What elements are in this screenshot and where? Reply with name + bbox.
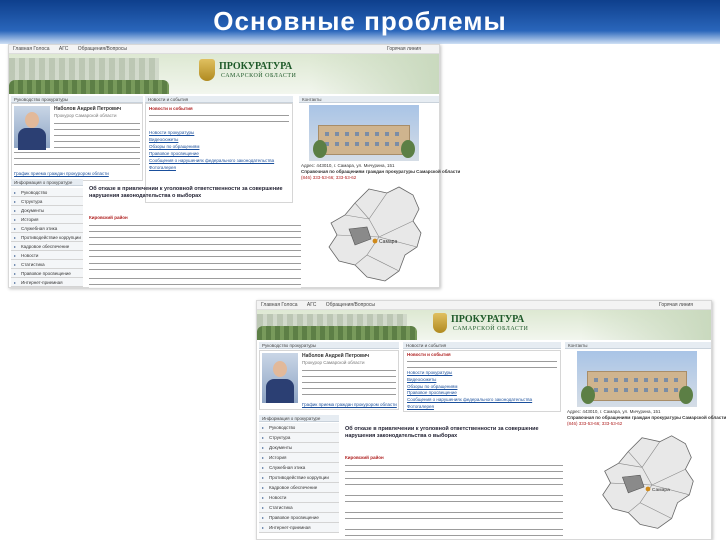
menu-item-statistics[interactable]: ▸ Статистика xyxy=(11,260,83,269)
leader-bio-text xyxy=(302,368,396,400)
news-lead-text xyxy=(149,113,289,127)
news-links-list xyxy=(407,370,559,411)
leader-bio-text xyxy=(54,121,140,148)
menu-item-documents[interactable]: ▸ Документы xyxy=(259,443,339,453)
menu-item-structure[interactable]: ▸ Структура xyxy=(11,197,83,206)
news-link-6[interactable]: Фотогалерея xyxy=(407,403,434,409)
leader-card xyxy=(259,350,399,410)
contact-phone[interactable]: (846) 333-53-66; 333-53-62 xyxy=(567,421,623,426)
samara-label: Самара xyxy=(379,239,398,245)
menu-item-ethics[interactable]: ▸ Служебная этика xyxy=(259,463,339,473)
menu-item-anticorruption[interactable]: ▸ Противодействие коррупции xyxy=(11,233,83,242)
logo-title[interactable]: ПРОКУРАТУРА xyxy=(219,61,293,72)
region-map-outline xyxy=(329,187,421,281)
side-menu xyxy=(11,188,83,287)
article-paragraph-2 xyxy=(345,476,563,490)
article-paragraph-3 xyxy=(89,261,301,273)
news-link-3[interactable]: Обзоры по обращениям xyxy=(407,383,458,389)
top-navigation xyxy=(9,45,439,54)
slide-title: Основные проблемы xyxy=(213,6,507,36)
news-link-2[interactable]: Видеосюжеты xyxy=(407,376,437,382)
article-paragraph-2 xyxy=(89,242,301,258)
prosecutor-photo xyxy=(14,106,50,148)
article-district: Кировский район xyxy=(345,455,384,460)
news-link-2[interactable]: Видеосюжеты xyxy=(149,137,179,142)
prosecutor-emblem-icon xyxy=(199,59,215,81)
news-panel xyxy=(403,350,561,412)
news-link-4[interactable]: Правовое просвещение xyxy=(407,390,457,396)
prosecutor-building-photo xyxy=(577,351,697,407)
leader-name[interactable]: Наболов Андрей Петрович xyxy=(302,353,370,359)
region-map-outline xyxy=(603,436,694,529)
menu-item-history[interactable]: ▸ История xyxy=(11,215,83,224)
nav-link-home[interactable]: Главная Голоса xyxy=(261,302,298,308)
section-header-news: Новости и события xyxy=(145,96,293,103)
news-link-5[interactable]: Сообщения о нарушениях федерального законодательства xyxy=(149,158,275,163)
menu-item-structure[interactable]: ▸ Структура xyxy=(259,433,339,443)
section-header-leader: Руководство прокуратуры xyxy=(11,96,143,103)
leader-position: Прокурор Самарской области xyxy=(302,360,365,365)
menu-item-legal-education[interactable]: ▸ Правовое просвещение xyxy=(11,269,83,278)
prosecutor-photo xyxy=(262,353,298,403)
menu-item-anticorruption[interactable]: ▸ Противодействие коррупции xyxy=(259,473,339,483)
menu-item-legal-education[interactable]: ▸ Правовое просвещение xyxy=(259,513,339,523)
slide-header xyxy=(0,0,720,44)
section-header-contacts: Контакты xyxy=(299,96,439,103)
menu-item-news[interactable]: ▸ Новости xyxy=(259,493,339,503)
side-menu xyxy=(259,423,339,533)
menu-header: Информация о прокуратуре xyxy=(11,179,83,186)
nav-link-hotline[interactable]: Горячая линия xyxy=(658,302,693,308)
region-map xyxy=(309,185,439,289)
site-banner xyxy=(257,310,711,340)
menu-item-staffing[interactable]: ▸ Кадровое обеспечение xyxy=(11,242,83,251)
nav-link-home[interactable]: Главная Голоса xyxy=(13,46,50,52)
logo-subtitle: САМАРСКОЙ ОБЛАСТИ xyxy=(453,326,529,332)
samara-marker xyxy=(373,239,378,244)
region-map xyxy=(583,433,711,537)
logo-subtitle: САМАРСКОЙ ОБЛАСТИ xyxy=(221,73,297,79)
nav-link-appeals[interactable]: Обращения/Вопросы xyxy=(77,46,128,52)
website-screenshot-redesign xyxy=(256,300,726,540)
menu-item-statistics[interactable]: ▸ Статистика xyxy=(259,503,339,513)
leader-name[interactable]: Наболов Андрей Петрович xyxy=(54,106,122,112)
nav-link-appeals[interactable]: Обращения/Вопросы xyxy=(325,302,376,308)
menu-item-leadership[interactable]: ▸ Руководство xyxy=(259,423,339,433)
leader-card xyxy=(11,103,143,181)
prosecutor-building-photo xyxy=(309,105,419,161)
menu-item-news[interactable]: ▸ Новости xyxy=(11,251,83,260)
menu-item-documents[interactable]: ▸ Документы xyxy=(11,206,83,215)
website-screenshot-original xyxy=(8,44,461,288)
article-paragraph-1 xyxy=(89,223,301,239)
samara-label: Самара xyxy=(651,487,670,493)
contact-phone[interactable]: (846) 333-53-66; 333-53-62 xyxy=(301,175,357,180)
news-heading: Новости и события xyxy=(149,106,193,111)
nav-link-ags[interactable]: АГС xyxy=(58,46,69,52)
article-title: Об отказе в привлечении к уголовной ответственности за совершение нарушения законодательства о выборах xyxy=(89,186,283,199)
nav-link-hotline[interactable]: Горячая линия xyxy=(386,46,421,52)
section-header-news: Новости и события xyxy=(403,342,561,349)
menu-item-staffing[interactable]: ▸ Кадровое обеспечение xyxy=(259,483,339,493)
article-paragraph-4 xyxy=(89,276,301,288)
logo-title[interactable]: ПРОКУРАТУРА xyxy=(451,314,525,325)
section-header-leader: Руководство прокуратуры xyxy=(259,342,399,349)
news-heading: Новости и события xyxy=(407,352,451,357)
schedule-link[interactable]: График приема граждан прокурором области xyxy=(302,402,397,407)
samara-marker xyxy=(646,487,651,492)
menu-item-internet-reception[interactable]: ▸ Интернет-приемная xyxy=(11,278,83,287)
news-link-6[interactable]: Фотогалерея xyxy=(149,165,176,170)
news-link-4[interactable]: Правовое просвещение xyxy=(149,151,199,156)
contact-reception: Справочная по обращениям граждан прокуратуры Самарской области xyxy=(567,415,726,420)
banner-decoration xyxy=(309,54,439,94)
article-paragraph-3 xyxy=(345,493,563,507)
article-paragraph-4 xyxy=(345,510,563,524)
menu-item-history[interactable]: ▸ История xyxy=(259,453,339,463)
article-district: Кировский район xyxy=(89,215,128,220)
leader-bio-text-continued xyxy=(14,150,140,168)
menu-item-ethics[interactable]: ▸ Служебная этика xyxy=(11,224,83,233)
article-paragraph-5 xyxy=(345,527,563,539)
menu-header: Информация о прокуратуре xyxy=(259,415,339,422)
news-link-3[interactable]: Обзоры по обращениям xyxy=(149,144,200,149)
news-link-1[interactable]: Новости прокуратуры xyxy=(149,130,195,135)
leader-position: Прокурор Самарской области xyxy=(54,113,117,118)
banner-decoration xyxy=(581,310,711,340)
top-navigation xyxy=(257,301,711,310)
news-links-list xyxy=(149,129,291,171)
banner-trees-image xyxy=(257,326,417,340)
article-title: Об отказе в привлечении к уголовной ответственности за совершение нарушения законодательства о выборах xyxy=(345,426,539,439)
menu-item-leadership[interactable]: ▸ Руководство xyxy=(11,188,83,197)
nav-link-ags[interactable]: АГС xyxy=(306,302,317,308)
section-header-contacts: Контакты xyxy=(565,342,711,349)
contact-address: Адрес: 443010, г. Самара, ул. Мичурина, 151 xyxy=(301,163,395,168)
prosecutor-emblem-icon xyxy=(433,313,447,333)
contact-address: Адрес: 443010, г. Самара, ул. Мичурина, 151 xyxy=(567,409,661,414)
contact-reception: Справочная по обращениям граждан прокуратуры Самарской области xyxy=(301,169,461,174)
news-link-5[interactable]: Сообщения о нарушениях федерального законодательства xyxy=(407,397,533,403)
news-lead-text xyxy=(407,359,557,369)
banner-trees-image xyxy=(9,80,169,94)
site-banner xyxy=(9,54,439,94)
article-paragraph-1 xyxy=(345,463,563,473)
news-link-1[interactable]: Новости прокуратуры xyxy=(407,370,453,375)
menu-item-internet-reception[interactable]: ▸ Интернет-приемная xyxy=(259,523,339,533)
schedule-link[interactable]: График приема граждан прокурором области xyxy=(14,171,109,176)
